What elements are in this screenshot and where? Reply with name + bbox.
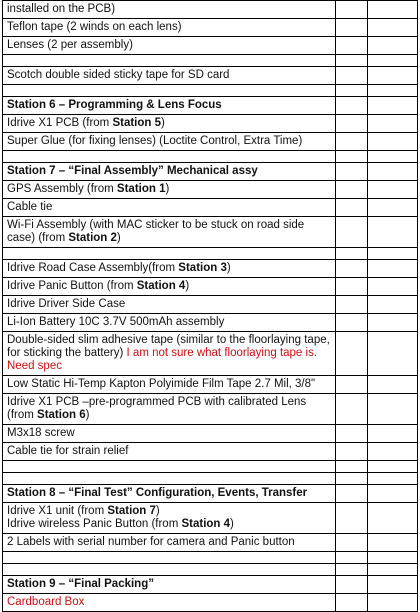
table-row [3,278,418,296]
item-text: Idrive X1 PCB –pre-programmed PCB with calibrated Lens (from [7,396,307,421]
item-cell [3,314,336,332]
item-text: Teflon tape (2 winds on each lens) [7,21,182,33]
item-text: Idrive Driver Side Case [7,298,126,310]
qty-cell [368,19,418,37]
item-text: Li-Ion Battery 10C 3.7V 500mAh assembly [7,316,225,328]
table-row [3,115,418,133]
qty-cell [368,534,418,552]
item-cell [3,332,336,376]
qty-cell [368,85,418,97]
qty-cell [368,576,418,594]
check-cell [336,473,368,485]
item-text: Lenses (2 per assembly) [7,39,133,51]
item-text: Cable tie [7,201,53,213]
item-cell [3,260,336,278]
qty-cell [368,594,418,612]
item-text: ) [230,518,234,530]
bold-text: Station 4 [136,280,186,292]
check-cell [336,151,368,163]
check-cell [336,217,368,248]
table-row [3,314,418,332]
item-cell [3,278,336,296]
table-row [3,376,418,394]
bold-text: Station 1 [116,183,166,195]
item-text: ) [226,262,231,274]
item-text: Double-sided slim adhesive tape (similar to the floorlaying tape, for sticking the battery) [7,334,330,359]
table-row [3,163,418,181]
check-cell [336,552,368,564]
item-text: GPS Assembly (from [7,183,117,195]
item-text: ) [185,280,190,292]
qty-cell [368,115,418,133]
qty-cell [368,332,418,376]
item-cell [3,1,336,19]
item-cell [3,485,336,503]
check-cell [336,133,368,151]
bold-text: Station 9 – “Final Packing” [7,578,154,590]
check-cell [336,97,368,115]
item-cell [3,461,336,473]
bold-text: Station 6 [37,409,86,421]
item-text: Idrive Panic Button (from [7,280,137,292]
check-cell [336,181,368,199]
item-text: Cable tie for strain relief [7,445,129,457]
item-cell [3,37,336,55]
table-row [3,503,418,534]
bold-text: Station 4 [181,518,231,530]
check-cell [336,1,368,19]
table-row [3,151,418,163]
item-text: Scotch double sided sticky tape for SD card [7,69,230,81]
table-row [3,534,418,552]
qty-cell [368,133,418,151]
check-cell [336,260,368,278]
bold-text: Station 2 [68,232,117,244]
check-cell [336,485,368,503]
item-cell [3,85,336,97]
qty-cell [368,485,418,503]
item-cell [3,181,336,199]
item-cell [3,534,336,552]
check-cell [336,314,368,332]
table-row [3,576,418,594]
item-text: Idrive Road Case Assembly(from [7,262,179,274]
check-cell [336,55,368,67]
bold-text: Station 3 [178,262,227,274]
table-row [3,55,418,67]
check-cell [336,67,368,85]
item-text: ) Idrive wireless Panic Button (from [7,505,182,530]
check-cell [336,37,368,55]
item-cell [3,376,336,394]
qty-cell [368,67,418,85]
table-row [3,85,418,97]
table-row [3,37,418,55]
check-cell [336,19,368,37]
qty-cell [368,425,418,443]
qty-cell [368,260,418,278]
qty-cell [368,443,418,461]
item-cell [3,564,336,576]
table-row [3,425,418,443]
check-cell [336,576,368,594]
check-cell [336,376,368,394]
qty-cell [368,181,418,199]
qty-cell [368,296,418,314]
table-row [3,67,418,85]
note-text: Cardboard Box [7,596,85,608]
qty-cell [368,564,418,576]
item-cell [3,217,336,248]
qty-cell [368,217,418,248]
table-row [3,443,418,461]
check-cell [336,425,368,443]
check-cell [336,564,368,576]
item-text: ) [116,232,121,244]
table-row [3,552,418,564]
item-text: Low Static Hi-Temp Kapton Polyimide Film Tape 2.7 Mil, 3/8" [7,378,316,390]
bold-text: Station 5 [112,117,162,129]
item-cell [3,473,336,485]
item-cell [3,248,336,260]
check-cell [336,534,368,552]
qty-cell [368,376,418,394]
qty-cell [368,248,418,260]
table-row [3,485,418,503]
qty-cell [368,151,418,163]
table-row [3,461,418,473]
table-row [3,133,418,151]
item-cell [3,552,336,564]
table-row [3,296,418,314]
table-row [3,564,418,576]
parts-table-body [3,1,418,612]
item-text: ) [85,409,90,421]
qty-cell [368,552,418,564]
table-row [3,594,418,612]
item-text: 2 Labels with serial number for camera and Panic button [7,536,295,548]
table-row [3,260,418,278]
check-cell [336,461,368,473]
qty-cell [368,314,418,332]
item-text: installed on the PCB) [7,3,116,15]
table-row [3,473,418,485]
item-cell [3,594,336,612]
qty-cell [368,394,418,425]
item-text: Wi-Fi Assembly (with MAC sticker to be stuck on road side case) (from [7,219,305,244]
table-row [3,394,418,425]
item-cell [3,503,336,534]
table-row [3,1,418,19]
check-cell [336,503,368,534]
qty-cell [368,163,418,181]
qty-cell [368,97,418,115]
item-cell [3,425,336,443]
table-row [3,217,418,248]
item-cell [3,115,336,133]
check-cell [336,248,368,260]
check-cell [336,443,368,461]
item-cell [3,576,336,594]
item-text: ) [165,183,170,195]
check-cell [336,394,368,425]
qty-cell [368,199,418,217]
check-cell [336,296,368,314]
check-cell [336,163,368,181]
table-row [3,199,418,217]
bold-text: Station 8 – “Final Test” Configuration, Events, Transfer [7,487,308,499]
table-row [3,181,418,199]
item-cell [3,296,336,314]
table-row [3,19,418,37]
check-cell [336,85,368,97]
check-cell [336,594,368,612]
item-cell [3,443,336,461]
qty-cell [368,1,418,19]
table-row [3,248,418,260]
bold-text: Station 7 [107,505,156,517]
table-row [3,97,418,115]
item-cell [3,133,336,151]
item-text: Super Glue (for fixing lenses) (Loctite Control, Extra Time) [7,135,303,147]
check-cell [336,199,368,217]
bold-text: Station 6 – Programming & Lens Focus [7,99,222,111]
table-row [3,332,418,376]
item-cell [3,394,336,425]
note-text: I am not sure what floorlaying tape is. Need spec [7,347,318,372]
qty-cell [368,473,418,485]
item-cell [3,163,336,181]
check-cell [336,278,368,296]
bold-text: Station 7 – “Final Assembly” Mechanical assy [7,165,258,177]
check-cell [336,115,368,133]
parts-table [2,0,418,612]
item-text: ) [161,117,165,129]
item-text: Idrive X1 unit (from [7,505,108,517]
item-text: M3x18 screw [7,427,75,439]
item-cell [3,151,336,163]
qty-cell [368,503,418,534]
item-cell [3,67,336,85]
qty-cell [368,55,418,67]
qty-cell [368,278,418,296]
item-cell [3,199,336,217]
item-cell [3,97,336,115]
item-cell [3,55,336,67]
check-cell [336,332,368,376]
item-text: Idrive X1 PCB (from [7,117,113,129]
item-cell [3,19,336,37]
qty-cell [368,461,418,473]
qty-cell [368,37,418,55]
